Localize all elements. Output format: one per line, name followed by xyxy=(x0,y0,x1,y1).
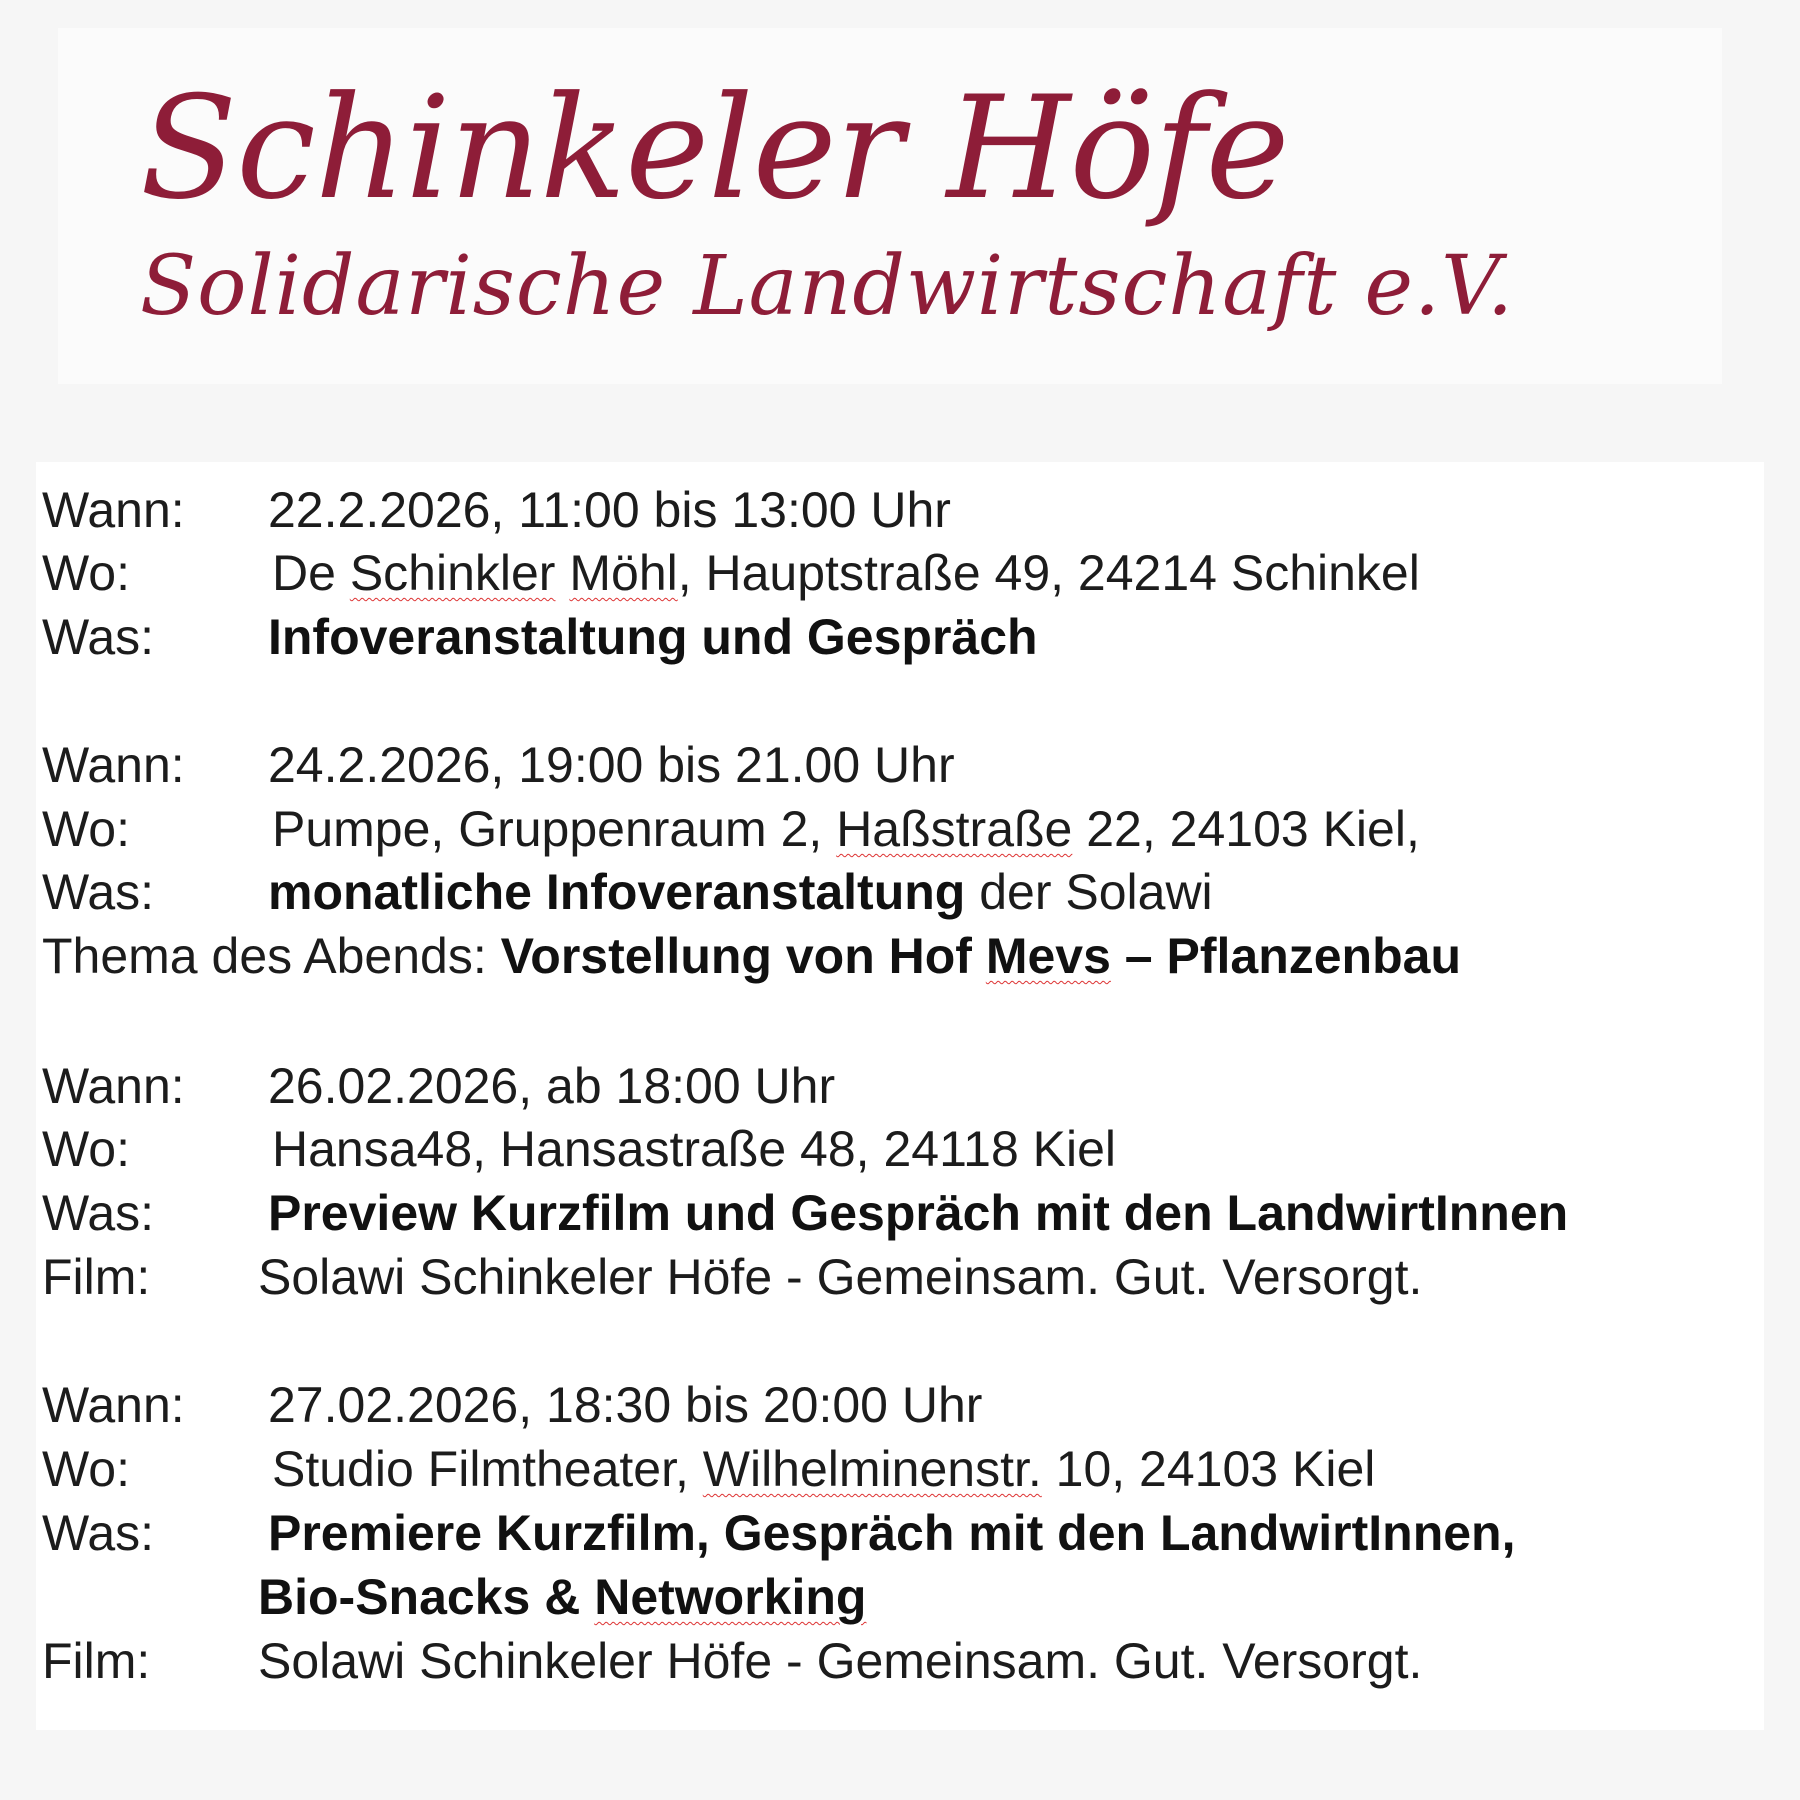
event-4-film-row xyxy=(42,1633,1423,1689)
event-4-was-value-line2 xyxy=(258,1569,866,1625)
event-1-wo-value xyxy=(272,545,1420,601)
event-2-was-value xyxy=(268,864,1213,920)
event-2-wann-row xyxy=(42,737,955,793)
event-4-was-spellcheck-word: Networking xyxy=(594,1569,867,1625)
wann-label: Wann: xyxy=(42,737,185,793)
event-1-wo-row xyxy=(42,545,1420,601)
organization-subtitle: Solidarische Landwirtschaft e.V. xyxy=(140,239,1515,334)
was-label: Was: xyxy=(42,609,155,665)
event-1-wo-spellcheck-word: Schinkler xyxy=(349,545,556,601)
event-3-film-value: Solawi Schinkeler Höfe - Gemeinsam. Gut. Versorgt. xyxy=(258,1249,1423,1305)
film-label: Film: xyxy=(42,1633,151,1689)
event-4-was-text: Bio-Snacks & xyxy=(258,1569,595,1625)
event-2-wo-text: 22, 24103 Kiel, xyxy=(1072,801,1420,857)
event-3-was-row xyxy=(42,1185,1569,1241)
was-label: Was: xyxy=(42,1185,155,1241)
event-1-wo-text: , Hauptstraße 49, 24214 Schinkel xyxy=(677,545,1420,601)
event-4-was-value-line1: Premiere Kurzfilm, Gespräch mit den LandwirtInnen, xyxy=(268,1505,1516,1561)
event-2-thema-text: Vorstellung von Hof xyxy=(500,928,986,984)
wo-label: Wo: xyxy=(42,1441,130,1497)
wann-label: Wann: xyxy=(42,1058,185,1114)
event-1-wo-spellcheck-word: Möhl xyxy=(569,545,678,601)
event-2-thema-text: – Pflanzenbau xyxy=(1110,928,1461,984)
event-2-was-row xyxy=(42,864,1213,920)
event-4-wann-row xyxy=(42,1377,983,1433)
event-4-film-value: Solawi Schinkeler Höfe - Gemeinsam. Gut. Versorgt. xyxy=(258,1633,1423,1689)
event-1-wann-value: 22.2.2026, 11:00 bis 13:00 Uhr xyxy=(268,482,951,538)
event-3-wann-value: 26.02.2026, ab 18:00 Uhr xyxy=(268,1058,836,1114)
event-4-was-row xyxy=(42,1505,1516,1561)
event-2-thema-spellcheck-word: Mevs xyxy=(985,928,1111,984)
event-3-wo-row xyxy=(42,1121,1117,1177)
event-4-wo-text: Studio Filmtheater, xyxy=(272,1441,703,1497)
was-label: Was: xyxy=(42,864,155,920)
event-2-wo-text: Pumpe, Gruppenraum 2, xyxy=(272,801,837,857)
event-4-wann-value: 27.02.2026, 18:30 bis 20:00 Uhr xyxy=(268,1377,983,1433)
organization-title: Schinkeler Höfe xyxy=(140,66,1289,231)
event-4-wo-row xyxy=(42,1441,1376,1497)
event-2-thema-value xyxy=(501,928,1461,984)
event-1-wann-row xyxy=(42,482,951,538)
event-3-was-value: Preview Kurzfilm und Gespräch mit den LandwirtInnen xyxy=(268,1185,1569,1241)
event-2-was-text: der Solawi xyxy=(965,864,1213,920)
wo-label: Wo: xyxy=(42,1121,130,1177)
wann-label: Wann: xyxy=(42,1377,185,1433)
event-1-wo-text xyxy=(555,545,569,601)
event-2-wann-value: 24.2.2026, 19:00 bis 21.00 Uhr xyxy=(268,737,955,793)
was-label: Was: xyxy=(42,1505,155,1561)
event-2-wo-value xyxy=(272,801,1420,857)
event-3-wo-value: Hansa48, Hansastraße 48, 24118 Kiel xyxy=(272,1121,1117,1177)
event-2-thema-row xyxy=(42,928,1461,984)
wann-label: Wann: xyxy=(42,482,185,538)
wo-label: Wo: xyxy=(42,545,130,601)
event-2-was-bold-text: monatliche Infoveranstaltung xyxy=(268,864,966,920)
event-1-wo-text: De xyxy=(272,545,350,601)
event-4-was-continuation-row xyxy=(42,1569,867,1625)
event-2-wo-row xyxy=(42,801,1420,857)
event-1-was-row xyxy=(42,609,1038,665)
event-3-film-row xyxy=(42,1249,1423,1305)
event-3-wann-row xyxy=(42,1058,836,1114)
event-1-was-value: Infoveranstaltung und Gespräch xyxy=(268,609,1038,665)
event-4-wo-spellcheck-word: Wilhelminenstr. xyxy=(702,1441,1042,1497)
film-label: Film: xyxy=(42,1249,151,1305)
event-4-wo-value xyxy=(272,1441,1375,1497)
thema-label: Thema des Abends: xyxy=(42,928,487,984)
wo-label: Wo: xyxy=(42,801,130,857)
event-4-wo-text: 10, 24103 Kiel xyxy=(1041,1441,1376,1497)
event-2-wo-spellcheck-word: Haßstraße xyxy=(836,801,1073,857)
